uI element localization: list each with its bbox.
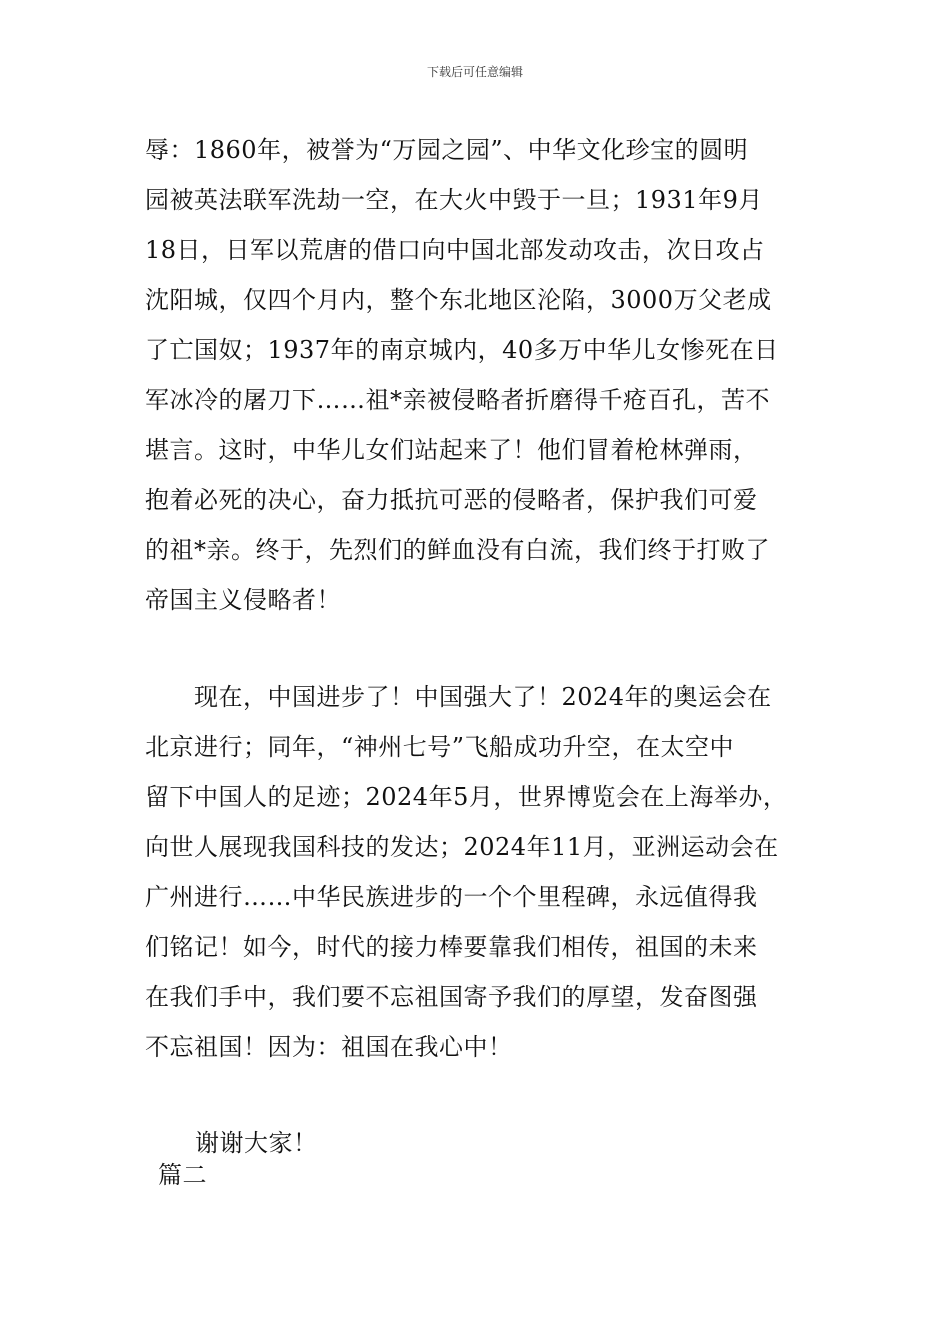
text-line: 沈阳城，仅四个月内，整个东北地区沦陷，3000万父老成 bbox=[145, 286, 772, 314]
text-line: 向世人展现我国科技的发达；2024年11月，亚洲运动会在 bbox=[145, 833, 779, 861]
text-line: 的祖*亲。终于，先烈们的鲜血没有白流，我们终于打败了 bbox=[145, 536, 770, 564]
text-line: 了亡国奴；1937年的南京城内，40多万中华儿女惨死在日 bbox=[145, 336, 779, 364]
closing-remark: 谢谢大家！ bbox=[195, 1129, 318, 1157]
text-line: 抱着必死的决心，奋力抵抗可恶的侵略者，保护我们可爱 bbox=[145, 486, 758, 514]
text-line: 们铭记！如今，时代的接力棒要靠我们相传，祖国的未来 bbox=[145, 933, 758, 961]
text-line: 不忘祖国！因为：祖国在我心中！ bbox=[145, 1033, 513, 1061]
text-line: 军冰冷的屠刀下……祖*亲被侵略者折磨得千疮百孔，苦不 bbox=[145, 386, 770, 414]
paragraph-1 bbox=[145, 125, 810, 625]
section-label: 篇二 bbox=[158, 1161, 207, 1189]
text-line: 园被英法联军洗劫一空，在大火中毁于一旦；1931年9月 bbox=[145, 186, 763, 214]
text-line: 堪言。这时，中华儿女们站起来了！他们冒着枪林弹雨， bbox=[145, 436, 758, 464]
page-header: 下载后可任意编辑 bbox=[426, 65, 523, 79]
text-line: 广州进行……中华民族进步的一个个里程碑，永远值得我 bbox=[145, 883, 758, 911]
text-line: 留下中国人的足迹；2024年5月，世界博览会在上海举办， bbox=[145, 783, 788, 811]
text-line: 帝国主义侵略者！ bbox=[145, 586, 341, 614]
text-line: 辱：1860年，被誉为“万园之园”、中华文化珍宝的圆明 bbox=[145, 136, 749, 164]
text-line: 北京进行；同年，“神州七号”飞船成功升空，在太空中 bbox=[145, 733, 735, 761]
paragraph-2 bbox=[145, 672, 810, 1072]
text-line: 18日，日军以荒唐的借口向中国北部发动攻击，次日攻占 bbox=[145, 236, 765, 264]
text-line: 现在，中国进步了！中国强大了！2024年的奥运会在 bbox=[145, 683, 772, 711]
text-line: 在我们手中，我们要不忘祖国寄予我们的厚望，发奋图强 bbox=[145, 983, 758, 1011]
